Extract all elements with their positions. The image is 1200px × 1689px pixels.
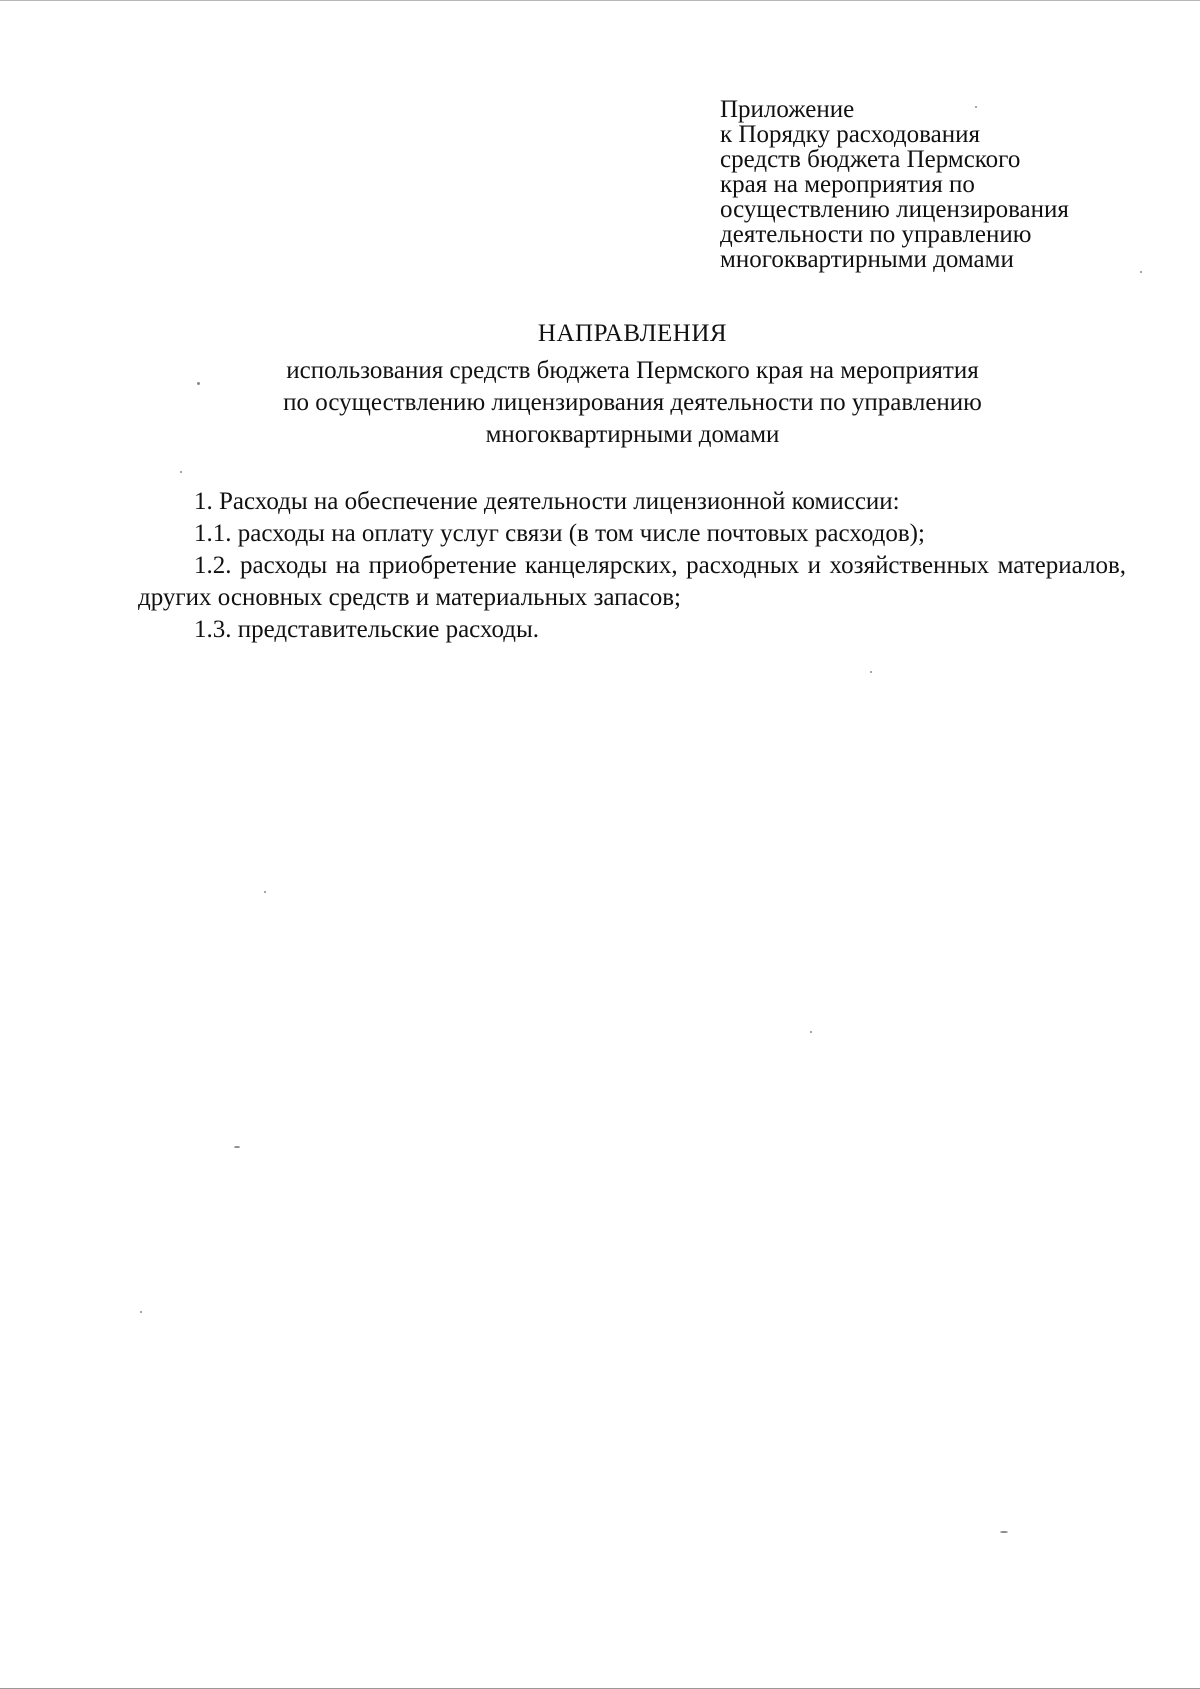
document-title: НАПРАВЛЕНИЯ bbox=[537, 320, 728, 347]
subtitle-line: по осуществлению лицензирования деятельности по управлению bbox=[283, 389, 982, 416]
scan-speck bbox=[180, 471, 182, 473]
appendix-line: к Порядку расходования bbox=[720, 121, 980, 148]
scan-speck bbox=[1000, 1531, 1008, 1533]
appendix-line: Приложение bbox=[720, 96, 855, 123]
subtitle-line: многоквартирными домами bbox=[485, 421, 780, 448]
paragraph-item-1: 1. Расходы на обеспечение деятельности лицензионной комиссии: bbox=[194, 488, 900, 515]
scan-speck bbox=[810, 1031, 812, 1033]
scan-speck bbox=[975, 106, 977, 108]
document-body bbox=[138, 486, 1126, 646]
paragraph-item-1-1: 1.1. расходы на оплату услуг связи (в том числе почтовых расходов); bbox=[194, 520, 925, 547]
appendix-block bbox=[720, 97, 1160, 272]
appendix-line: осуществлению лицензирования bbox=[720, 196, 1069, 223]
paragraph-item-1-3: 1.3. представительские расходы. bbox=[194, 616, 540, 643]
scan-speck bbox=[234, 1146, 240, 1148]
scan-speck bbox=[197, 382, 200, 385]
scan-speck bbox=[870, 671, 872, 673]
scan-speck bbox=[140, 1311, 142, 1313]
scan-speck bbox=[1140, 271, 1142, 273]
appendix-line: деятельности по управлению bbox=[720, 221, 1032, 248]
appendix-line: края на мероприятия по bbox=[720, 171, 975, 198]
paragraph-item-1-2: 1.2. расходы на приобретение канцелярских, расходных и хозяйственных материалов, других основных средств и материальных запасов; bbox=[138, 552, 1126, 611]
appendix-line: средств бюджета Пермского bbox=[720, 146, 1021, 173]
subtitle-line: использования средств бюджета Пермского края на мероприятия bbox=[286, 357, 979, 384]
appendix-line: многоквартирными домами bbox=[720, 246, 1014, 273]
scan-speck bbox=[264, 891, 266, 893]
document-subtitle bbox=[0, 355, 1200, 451]
